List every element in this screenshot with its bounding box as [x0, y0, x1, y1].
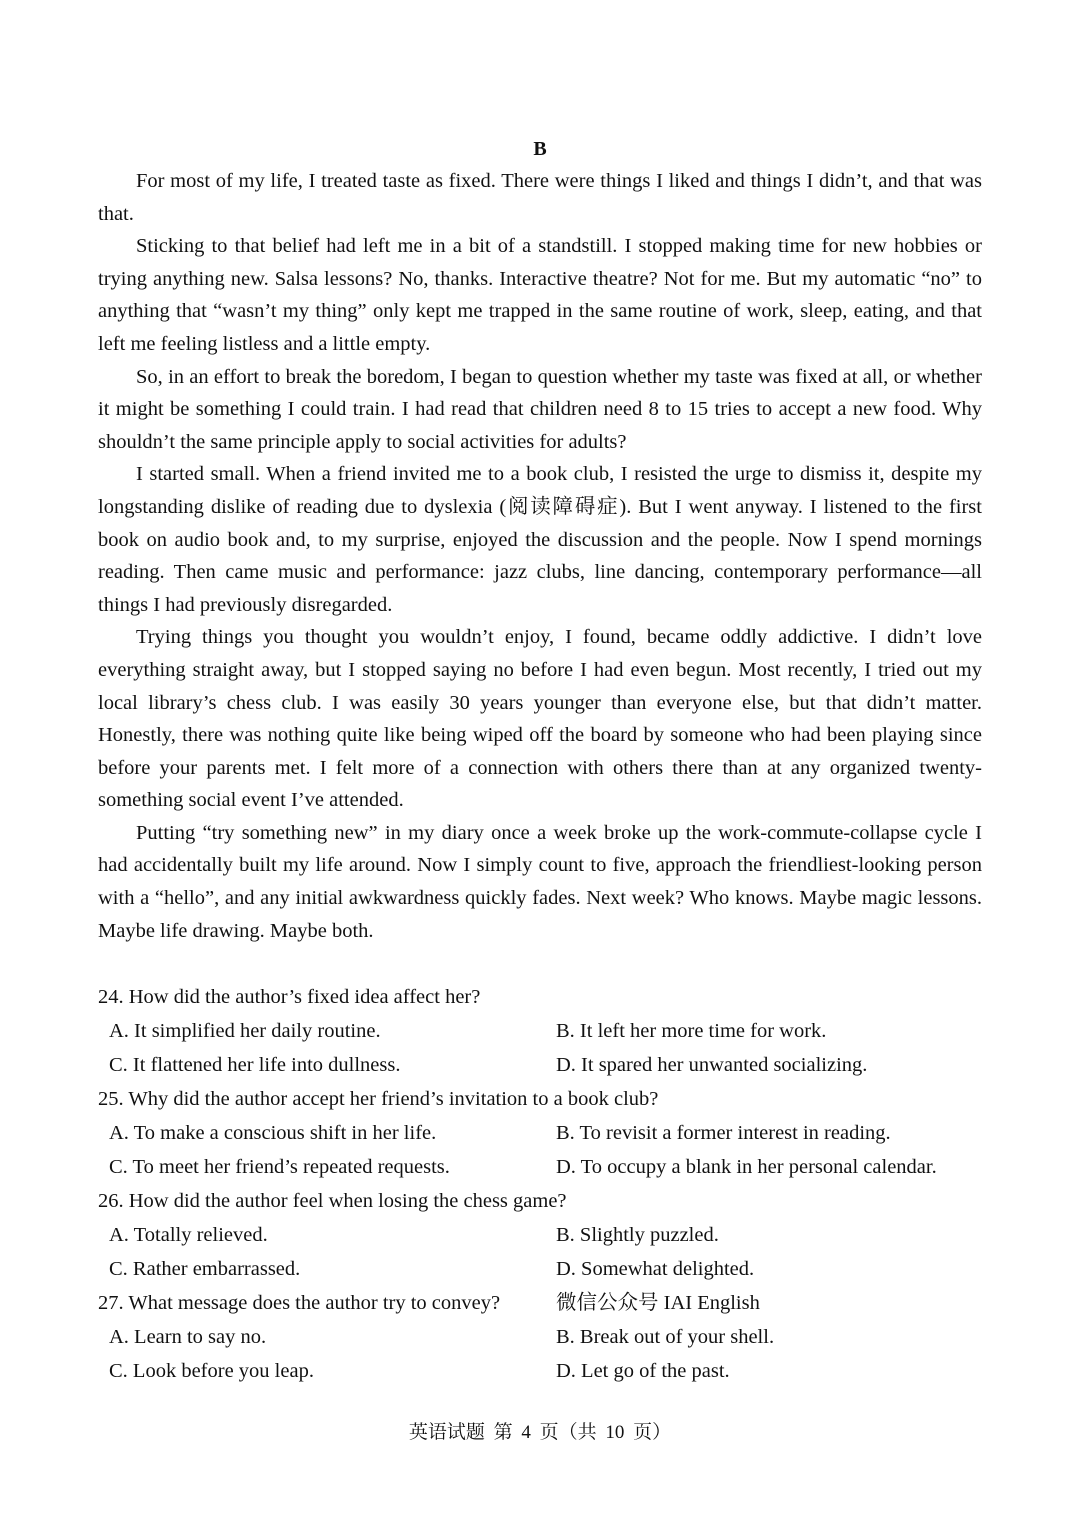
passage-paragraph: I started small. When a friend invited me to a book club, I resisted the urge to dismiss it, despite my longstanding dislike of reading due to dyslexia (阅读障碍症). But I went anyway. I listened to the first book on audio book and, to my surprise, enjoyed the discussion and the people. Now I spend mornings reading. Then came music and performance: jazz clubs, line dancing, contemporary performance—all things I had previously disregarded. — [98, 463, 982, 616]
question-27-stem-row — [98, 1286, 998, 1320]
question-25-options-row-1 — [98, 1116, 998, 1150]
question-25-option-c: C. To meet her friend’s repeated requests. — [109, 1156, 450, 1178]
question-26-option-a: A. Totally relieved. — [109, 1224, 268, 1246]
question-26-option-b: B. Slightly puzzled. — [556, 1224, 719, 1246]
page-footer: 英语试题 第 4 页（共 10 页） — [408, 1422, 672, 1443]
question-27-options-row-2 — [98, 1354, 998, 1388]
question-24-option-b: B. It left her more time for work. — [556, 1020, 827, 1042]
question-24-stem: 24. How did the author’s fixed idea affect her? — [98, 986, 481, 1008]
reading-passage — [98, 165, 982, 947]
question-26-option-d: D. Somewhat delighted. — [556, 1258, 755, 1280]
question-24-option-a: A. It simplified her daily routine. — [109, 1020, 381, 1042]
question-24-option-c: C. It flattened her life into dullness. — [109, 1054, 401, 1076]
question-25-option-d: D. To occupy a blank in her personal calendar. — [556, 1156, 937, 1178]
question-26-option-c: C. Rather embarrassed. — [109, 1258, 301, 1280]
passage-paragraph: Sticking to that belief had left me in a bit of a standstill. I stopped making time for new hobbies or trying anything new. Salsa lessons? No, thanks. Interactive theatre? Not for me. But my automatic “no” to anything that “wasn’t my thing” only kept me trapped in the same routine of work, sleep, eating, and that left me feeling listless and a little empty. — [98, 235, 982, 355]
question-27-option-b: B. Break out of your shell. — [556, 1326, 775, 1348]
watermark-text: 微信公众号 IAI English — [556, 1292, 760, 1314]
question-27-option-d: D. Let go of the past. — [556, 1360, 730, 1382]
question-26-options-row-2 — [98, 1252, 998, 1286]
question-27-stem: 27. What message does the author try to convey? — [98, 1292, 501, 1314]
passage-paragraph: For most of my life, I treated taste as fixed. There were things I liked and things I didn’t, and that was that. — [98, 170, 982, 225]
question-25-option-a: A. To make a conscious shift in her life. — [109, 1122, 437, 1144]
question-list — [98, 980, 998, 1388]
question-27-options-row-1 — [98, 1320, 998, 1354]
question-25-stem: 25. Why did the author accept her friend’s invitation to a book club? — [98, 1088, 659, 1110]
question-27-option-a: A. Learn to say no. — [109, 1326, 267, 1348]
question-24-option-d: D. It spared her unwanted socializing. — [556, 1054, 868, 1076]
question-26-stem: 26. How did the author feel when losing the chess game? — [98, 1190, 567, 1212]
section-title: B — [533, 138, 547, 160]
passage-paragraph: Trying things you thought you wouldn’t enjoy, I found, became oddly addictive. I didn’t love everything straight away, but I stopped saying no before I had even begun. Most recently, I tried out my local library’s chess club. I was easily 30 years younger than everyone else, but that didn’t matter. Honestly, there was nothing quite like being wiped off the board by someone who had been playing since before your parents met. I felt more of a connection with others there than at any organized twenty-something social event I’ve attended. — [98, 626, 982, 812]
passage-paragraph: Putting “try something new” in my diary once a week broke up the work-commute-collapse cycle I had accidentally built my life around. Now I simply count to five, approach the friendliest-looking person with a “hello”, and any initial awkwardness quickly fades. Next week? Who knows. Maybe magic lessons. Maybe life drawing. Maybe both. — [98, 821, 982, 942]
question-24-options-row-2 — [98, 1048, 998, 1082]
question-25-option-b: B. To revisit a former interest in reading. — [556, 1122, 891, 1144]
question-26-options-row-1 — [98, 1218, 998, 1252]
question-27-option-c: C. Look before you leap. — [109, 1360, 314, 1382]
passage-paragraph: So, in an effort to break the boredom, I began to question whether my taste was fixed at all, or whether it might be something I could train. I had read that children need 8 to 15 tries to accept a new food. Why shouldn’t the same principle apply to social activities for adults? — [98, 365, 982, 453]
question-25-options-row-2 — [98, 1150, 998, 1184]
question-24-options-row-1 — [98, 1014, 998, 1048]
